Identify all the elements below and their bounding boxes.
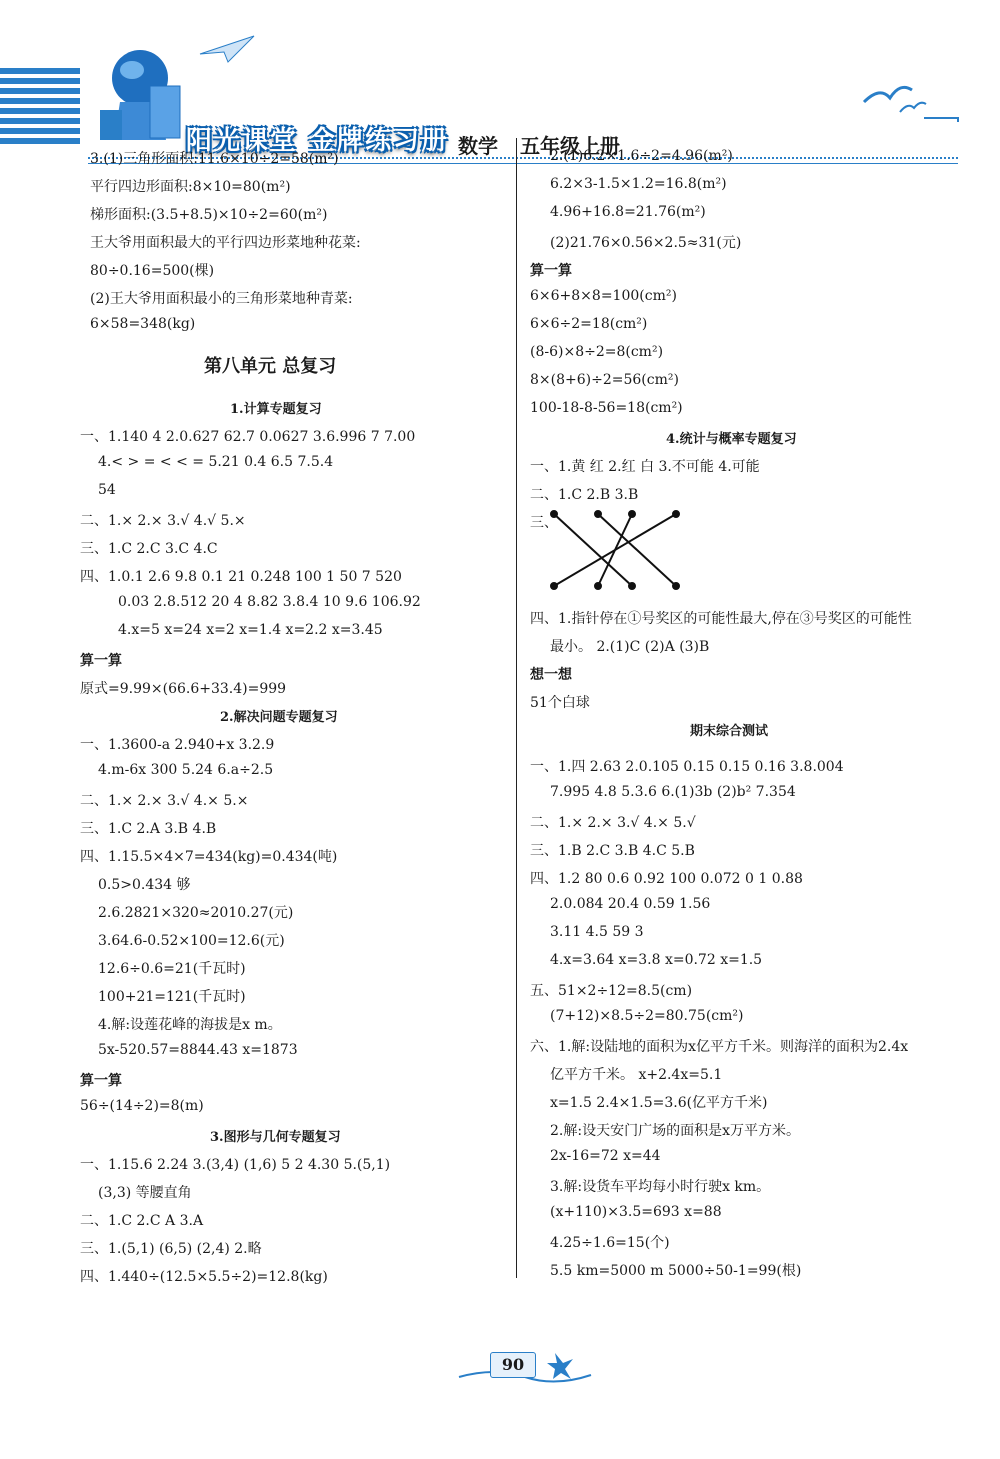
book-title: 阳光课堂 金牌练习册 [186, 126, 450, 156]
right-line: 6×6÷2=18(cm²) [530, 316, 648, 332]
left-line: 三、1.(5,1) (6,5) (2,4) 2.略 [80, 1241, 262, 1257]
left-line: 二、1.× 2.× 3.√ 4.√ 5.× [80, 513, 246, 529]
left-line: 5x-520.57=8844.43 x=1873 [98, 1042, 298, 1058]
page-number: 90 [490, 1352, 536, 1378]
right-line: 2.解:设天安门广场的面积是x万平方米。 [550, 1123, 800, 1139]
left-line: 100+21=121(千瓦时) [98, 989, 246, 1005]
right-line: 二、1.× 2.× 3.√ 4.× 5.√ [530, 815, 696, 831]
left-line: 平行四边形面积:8×10=80(m²) [90, 179, 291, 195]
header-stripes [0, 68, 80, 148]
right-line: 一、1.黄 红 2.红 白 3.不可能 4.可能 [530, 459, 760, 475]
left-line: 0.03 2.8.512 20 4 8.82 3.8.4 10 9.6 106.92 [118, 594, 421, 610]
right-line: (8-6)×8÷2=8(cm²) [530, 344, 664, 360]
right-line: 期末综合测试 [690, 724, 769, 739]
left-line: 4.< > = < < = 5.21 0.4 6.5 7.5.4 [98, 454, 334, 470]
left-line: 二、1.× 2.× 3.√ 4.× 5.× [80, 793, 249, 809]
right-line: 4.统计与概率专题复习 [666, 432, 797, 447]
right-line: 三、1.B 2.C 3.B 4.C 5.B [530, 843, 695, 859]
left-line: 三、1.C 2.C 3.C 4.C [80, 541, 218, 557]
right-line: 三、 [530, 515, 558, 531]
right-line: 2x-16=72 x=44 [550, 1148, 661, 1164]
right-line: 7.995 4.8 5.3.6 6.(1)3b (2)b² 7.354 [550, 784, 796, 800]
left-line: (3,3) 等腰直角 [98, 1185, 192, 1201]
left-line: 一、1.140 4 2.0.627 62.7 0.0627 3.6.996 7 7.00 [80, 429, 416, 445]
right-line: 一、1.四 2.63 2.0.105 0.15 0.15 0.16 3.8.004 [530, 759, 844, 775]
right-line: 最小。 2.(1)C (2)A (3)B [550, 639, 710, 655]
left-line: 0.5>0.434 够 [98, 877, 191, 893]
matching-lines-diagram [546, 508, 686, 592]
left-line: 算一算 [80, 653, 122, 669]
right-line: 3.解:设货车平均每小时行驶x km。 [550, 1179, 771, 1195]
right-line: 亿平方千米。 x+2.4x=5.1 [550, 1067, 723, 1083]
left-line: 4.x=5 x=24 x=2 x=1.4 x=2.2 x=3.45 [118, 622, 383, 638]
left-line: 王大爷用面积最大的平行四边形菜地种花菜: [90, 235, 361, 251]
right-line: 4.96+16.8=21.76(m²) [550, 204, 706, 220]
birds-icon [860, 72, 960, 122]
right-line: 四、1.2 80 0.6 0.92 100 0.072 0 1 0.88 [530, 871, 803, 887]
left-line: 四、1.0.1 2.6 9.8 0.1 21 0.248 100 1 50 7 520 [80, 569, 402, 585]
left-line: 80÷0.16=500(棵) [90, 263, 215, 279]
left-line: (2)王大爷用面积最小的三角形菜地种青菜: [90, 291, 353, 307]
left-line: 4.m-6x 300 5.24 6.a÷2.5 [98, 762, 274, 778]
right-line: 四、1.指针停在①号奖区的可能性最大,停在③号奖区的可能性 [530, 611, 912, 627]
right-line: (x+110)×3.5=693 x=88 [550, 1204, 722, 1220]
right-line: 2.(1)6.2×1.6÷2=4.96(m²) [550, 148, 733, 164]
right-line: 6×6+8×8=100(cm²) [530, 288, 677, 304]
column-divider [516, 138, 517, 1278]
right-line: 6.2×3-1.5×1.2=16.8(m²) [550, 176, 727, 192]
left-line: 2.解决问题专题复习 [220, 710, 338, 725]
right-line: 51个白球 [530, 695, 590, 711]
left-line: 1.计算专题复习 [230, 402, 322, 417]
left-line: 6×58=348(kg) [90, 316, 196, 332]
left-line: 一、1.15.6 2.24 3.(3,4) (1,6) 5 2 4.30 5.(5,1) [80, 1157, 391, 1173]
left-line: 3.图形与几何专题复习 [210, 1130, 341, 1145]
right-line: 4.x=3.64 x=3.8 x=0.72 x=1.5 [550, 952, 763, 968]
left-line: 54 [98, 482, 116, 498]
left-line: 算一算 [80, 1073, 122, 1089]
right-line: 2.0.084 20.4 0.59 1.56 [550, 896, 711, 912]
right-line: 4.25÷1.6=15(个) [550, 1235, 670, 1251]
left-line: 3.64.6-0.52×100=12.6(元) [98, 933, 285, 949]
left-line: 原式=9.99×(66.6+33.4)=999 [80, 681, 287, 697]
subject-label: 数学 [458, 134, 498, 158]
right-line: (2)21.76×0.56×2.5≈31(元) [550, 235, 742, 251]
left-line: 第八单元 总复习 [204, 356, 337, 377]
right-line: 8×(8+6)÷2=56(cm²) [530, 372, 679, 388]
right-line: 二、1.C 2.B 3.B [530, 487, 639, 503]
right-line: 五、51×2÷12=8.5(cm) [530, 983, 693, 999]
right-line: 算一算 [530, 263, 572, 279]
right-line: 5.5 km=5000 m 5000÷50-1=99(根) [550, 1263, 802, 1279]
left-line: 4.解:设莲花峰的海拔是x m。 [98, 1017, 282, 1033]
right-line: 六、1.解:设陆地的面积为x亿平方千米。则海洋的面积为2.4x [530, 1039, 909, 1055]
left-line: 三、1.C 2.A 3.B 4.B [80, 821, 217, 837]
right-line: x=1.5 2.4×1.5=3.6(亿平方千米) [550, 1095, 768, 1111]
left-line: 四、1.440÷(12.5×5.5÷2)=12.8(kg) [80, 1269, 328, 1285]
left-line: 梯形面积:(3.5+8.5)×10÷2=60(m²) [90, 207, 328, 223]
left-line: 一、1.3600-a 2.940+x 3.2.9 [80, 737, 275, 753]
grade-label: 五年级上册 [520, 134, 620, 158]
left-line: 四、1.15.5×4×7=434(kg)=0.434(吨) [80, 849, 338, 865]
left-line: 56÷(14÷2)=8(m) [80, 1098, 204, 1114]
right-line: (7+12)×8.5÷2=80.75(cm²) [550, 1008, 744, 1024]
right-line: 想一想 [530, 667, 572, 683]
globe-icon [92, 40, 192, 145]
paper-plane-icon [198, 32, 258, 68]
left-line: 3.(1)三角形面积:11.6×10÷2=58(m²) [90, 151, 339, 167]
left-line: 2.6.2821×320≈2010.27(元) [98, 905, 294, 921]
right-line: 100-18-8-56=18(cm²) [530, 400, 683, 416]
left-line: 二、1.C 2.C A 3.A [80, 1213, 204, 1229]
right-line: 3.11 4.5 59 3 [550, 924, 644, 940]
left-line: 12.6÷0.6=21(千瓦时) [98, 961, 246, 977]
